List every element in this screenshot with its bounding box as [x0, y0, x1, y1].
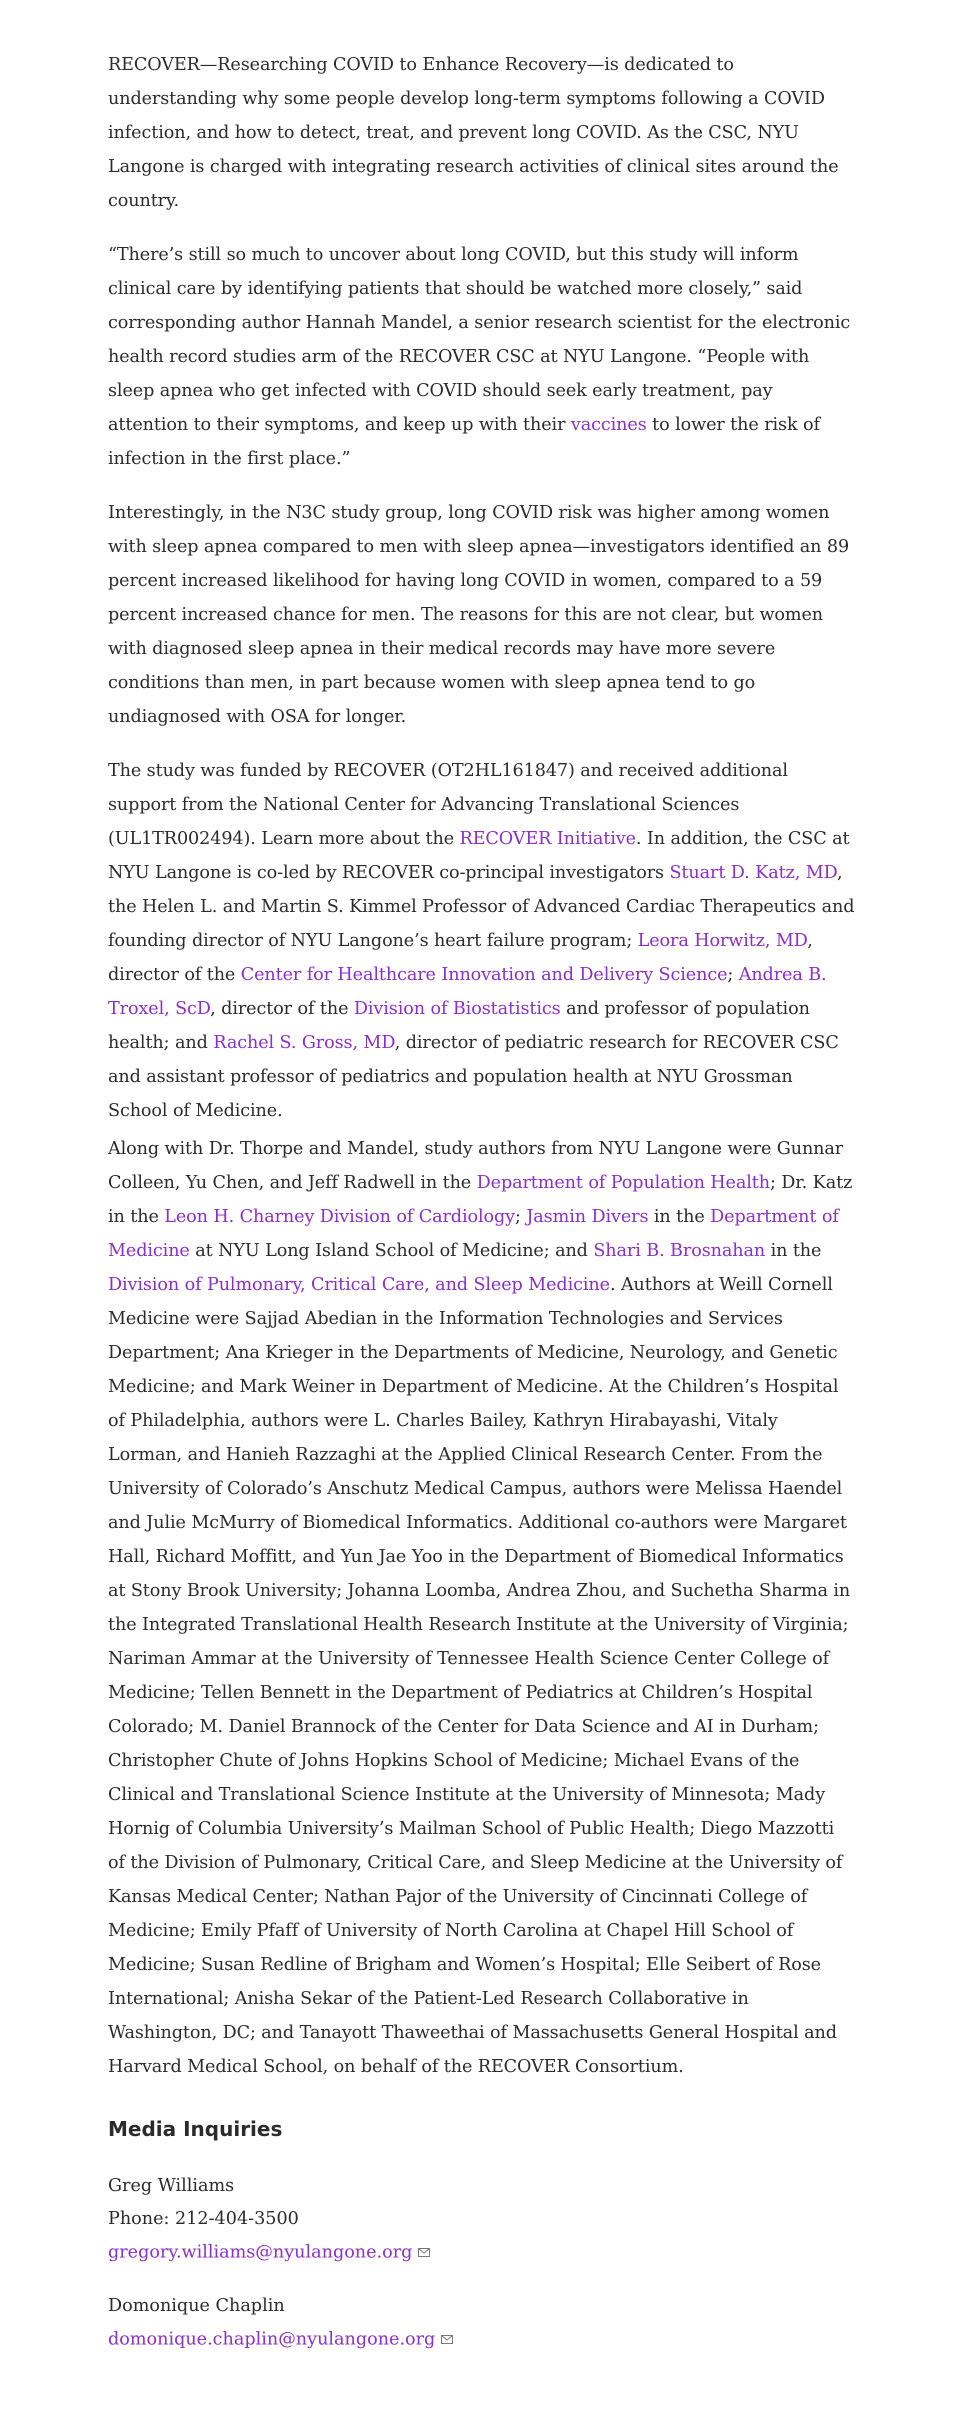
department-medicine-link[interactable]: Department of Medicine [108, 1207, 839, 1261]
paragraph-funding [108, 754, 856, 1128]
department-population-health-link[interactable]: Department of Population Health [476, 1173, 770, 1193]
paragraph-text: The study was funded by RECOVER (OT2HL161847) and received additional support from the National Center for Advancing Translational Sciences (UL1TR002494). Learn more about the [108, 761, 788, 849]
paragraph-text: “There’s still so much to uncover about long COVID, but this study will inform clinical care by identifying patients that should be watched more closely,” said corresponding author Hannah Mandel, a senior research scientist for the electronic health record studies arm of the RECOVER CSC at NYU Langone. “People with sleep apnea who get infected with COVID should seek early treatment, pay attention to their symptoms, and keep up with their [108, 245, 851, 435]
paragraph-text: , the Helen L. and Martin S. Kimmel Professor of Advanced Cardiac Therapeutics and founding director of NYU Langone’s heart failure program; [108, 863, 855, 951]
contact-name: Domonique Chaplin [108, 2295, 285, 2316]
mail-icon [418, 2236, 430, 2269]
shari-brosnahan-link[interactable]: Shari B. Brosnahan [593, 1241, 766, 1261]
andrea-troxel-link[interactable]: Andrea B. Troxel, ScD [108, 965, 827, 1019]
vaccines-link[interactable]: vaccines [570, 415, 647, 435]
contact-email-link[interactable]: gregory.williams@nyulangone.org [108, 2242, 413, 2263]
paragraph-quote-mandel [108, 238, 856, 476]
rachel-gross-link[interactable]: Rachel S. Gross, MD [213, 1033, 395, 1053]
paragraph-text: at NYU Long Island School of Medicine; and [189, 1241, 594, 1261]
jasmin-divers-link[interactable]: Jasmin Divers [526, 1207, 649, 1227]
paragraph-study-authors [108, 1132, 856, 2084]
paragraph-recover-intro: RECOVER—Researching COVID to Enhance Recovery—is dedicated to understanding why some people develop long-term symptoms following a COVID infection, and how to detect, treat, and prevent long COVID. As the CSC, NYU Langone is charged with integrating research activities of clinical sites around the country. [108, 55, 839, 211]
media-contact [108, 2170, 856, 2270]
contact-name: Greg Williams [108, 2176, 235, 2196]
paragraph-text: to lower the risk of infection in the first place.” [108, 415, 820, 469]
paragraph-text: , director of pediatric research for RECOVER CSC and assistant professor of pediatrics and population health at NYU Grossman School of Medicine. [108, 1033, 839, 1121]
paragraph-text: in the [765, 1241, 822, 1261]
media-inquiries-heading: Media Inquiries [108, 2117, 283, 2141]
paragraph-text: . Authors at Weill Cornell Medicine were Sajjad Abedian in the Information Technologies and Services Department; Ana Krieger in the Departments of Medicine, Neurology, and Genetic Medicine; and Mark Weiner in Department of Medicine. At the Children’s Hospital of Philadelphia, authors were L. Charles Bailey, Kathryn Hirabayashi, Vitaly Lorman, and Hanieh Razzaghi at the Applied Clinical Research Center. From the University of Colorado’s Anschutz Medical Campus, authors were Melissa Haendel and Julie McMurry of Biomedical Informatics. Additional co-authors were Margaret Hall, Richard Moffitt, and Yun Jae Yoo in the Department of Biomedical Informatics at Stony Brook University; Johanna Loomba, Andrea Zhou, and Suchetha Sharma in the Integrated Translational Health Research Institute at the University of Virginia; Nariman Ammar at the University of Tennessee Health Science Center College of Medicine; Tellen Bennett in the Department of Pediatrics at Children’s Hospital Colorado; M. Daniel Brannock of the Center for Data Science and AI in Durham; Christopher Chute of Johns Hopkins School of Medicine; Michael Evans of the Clinical and Translational Science Institute at the University of Minnesota; Mady Hornig of Columbia University’s Mailman School of Public Health; Diego Mazzotti of the Division of Pulmonary, Critical Care, and Sleep Medicine at the University of Kansas Medical Center; Nathan Pajor of the University of Cincinnati College of Medicine; Emily Pfaff of University of North Carolina at Chapel Hill School of Medicine; Susan Redline of Brigham and Women’s Hospital; Elle Seibert of Rose International; Anisha Sekar of the Patient-Led Research Collaborative in Washington, DC; and Tanayott Thaweethai of Massachusetts General Hospital and Harvard Medical School, on behalf of the RECOVER Consortium. [108, 1275, 851, 2077]
paragraph-gender-findings: Interestingly, in the N3C study group, long COVID risk was higher among women with sleep apnea compared to men with sleep apnea—investigators identified an 89 percent increased likelihood for having long COVID in women, compared to a 59 percent increased chance for men. The reasons for this are not clear, but women with diagnosed sleep apnea in their medical records may have more severe conditions than men, in part because women with sleep apnea tend to go undiagnosed with OSA for longer. [108, 503, 850, 727]
paragraph-text: ; [727, 965, 739, 985]
stuart-katz-link[interactable]: Stuart D. Katz, MD [669, 863, 837, 883]
paragraph-text: . In addition, the CSC at NYU Langone is co-led by RECOVER co-principal investigators [108, 829, 850, 883]
recover-initiative-link[interactable]: RECOVER Initiative [459, 829, 636, 849]
paragraph-text: ; Dr. Katz in the [108, 1173, 853, 1227]
contact-email-link[interactable]: domonique.chaplin@nyulangone.org [108, 2329, 436, 2349]
paragraph-text: Along with Dr. Thorpe and Mandel, study authors from NYU Langone were Gunnar Colleen, Yu Chen, and Jeff Radwell in the [108, 1139, 844, 1193]
paragraph-text: and professor of population health; and [108, 999, 810, 1053]
paragraph-text: , director of the [210, 999, 354, 1019]
division-biostatistics-link[interactable]: Division of Biostatistics [353, 999, 561, 1019]
leora-horwitz-link[interactable]: Leora Horwitz, MD [637, 931, 808, 951]
charney-division-cardiology-link[interactable]: Leon H. Charney Division of Cardiology [164, 1207, 516, 1227]
paragraph-text: ; [515, 1207, 527, 1227]
division-pulmonary-sleep-link[interactable]: Division of Pulmonary, Critical Care, and Sleep Medicine [108, 1275, 610, 1295]
paragraph-text: in the [648, 1207, 711, 1227]
paragraph-text: , director of the [108, 931, 813, 985]
media-contact [108, 2290, 856, 2357]
center-healthcare-innovation-link[interactable]: Center for Healthcare Innovation and Delivery Science [240, 965, 728, 985]
contact-phone: Phone: 212-404-3500 [108, 2209, 299, 2229]
mail-icon [441, 2323, 453, 2356]
